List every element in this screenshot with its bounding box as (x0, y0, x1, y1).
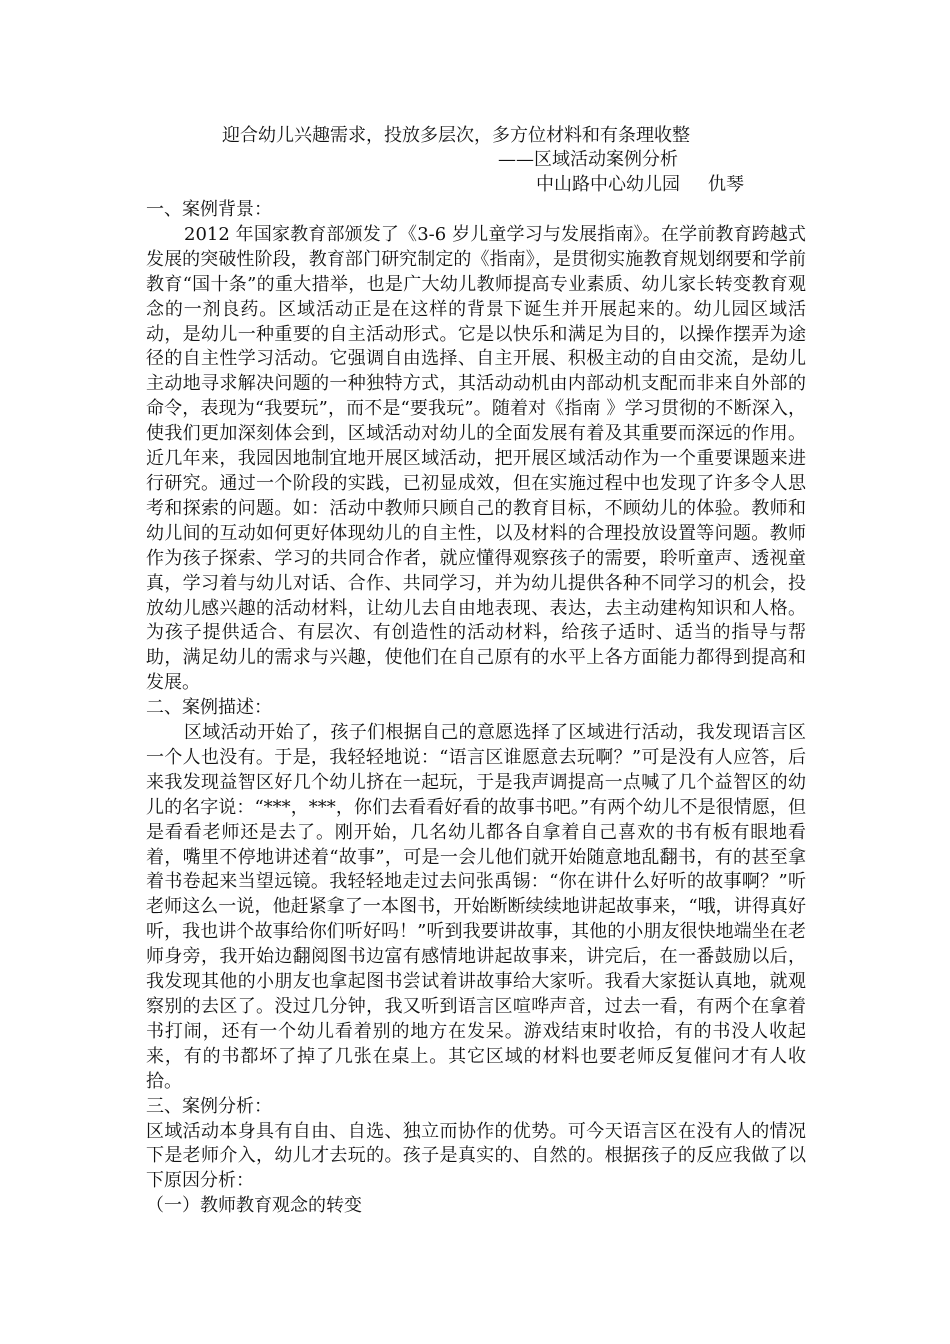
author-name: 仇琴 (708, 174, 744, 195)
section-text-analysis: 区域活动本身具有自由、自选、独立而协作的优势。可今天语言区在没有人的情况下是老师介入，幼儿才去玩的。孩子是真实的、自然的。根据孩子的反应我做了以下原因分析： (146, 1120, 806, 1192)
document-title: 迎合幼儿兴趣需求，投放多层次，多方位材料和有条理收整 (222, 125, 690, 146)
section-text-description: 区域活动开始了，孩子们根据自己的意愿选择了区域进行活动，我发现语言区一个人也没有。于是，我轻轻地说：“语言区谁愿意去玩啊？”可是没有人应答，后来我发现益智区好几个幼儿挤在一起玩，于是我声调提高一点喊了几个益智区的幼儿的名字说：“***，***，你们去看看好看的故事书吧。”有两个幼儿不是很情愿，但是看看老师还是去了。刚开始，几名幼儿都各自拿着自己喜欢的书有板有眼地看着，嘴里不停地讲述着“故事”，可是一会儿他们就开始随意地乱翻书，有的甚至拿着书卷起来当望远镜。我轻轻地走过去问张禹锡：“你在讲什么好听的故事啊？”听老师这么一说，他赶紧拿了一本图书，开始断断续续地讲起故事来，“哦，讲得真好听，我也讲个故事给你们听好吗！”听到我要讲故事，其他的小朋友很快地端坐在老师身旁，我开始边翻阅图书边富有感情地讲起故事来，讲完后，在一番鼓励以后，我发现其他的小朋友也拿起图书尝试着讲故事给大家听。我看大家挺认真地，就观察别的去区了。没过几分钟，我又听到语言区喧哗声音，过去一看，有两个在拿着书打闹，还有一个幼儿看着别的地方在发呆。游戏结束时收拾，有的书没人收起来，有的书都坏了掉了几张在桌上。其它区域的材料也要老师反复催问才有人收拾。 (146, 722, 806, 1092)
section-heading-background: 一、案例背景： (146, 199, 272, 220)
document-subtitle: ——区域活动案例分析 (498, 149, 678, 170)
section-text-background: 2012 年国家教育部颁发了《3-6 岁儿童学习与发展指南》。在学前教育跨越式发展的突破性阶段，教育部门研究制定的《指南》，是贯彻实施教育规划纲要和学前教育“国十条”的重大措举，也是广大幼儿教师提高专业素质、幼儿家长转变教育观念的一剂良药。区域活动正是在这样的背景下诞生并开展起来的。幼儿园区域活动，是幼儿一种重要的自主活动形式。它是以快乐和满足为目的，以操作摆弄为途径的自主性学习活动。它强调自由选择、自主开展、积极主动的自由交流，是幼儿主动地寻求解决问题的一种独特方式，其活动动机由内部动机支配而非来自外部的命令，表现为“我要玩”，而不是“要我玩”。随着对《指南 》学习贯彻的不断深入，使我们更加深刻体会到，区域活动对幼儿的全面发展有着及其重要而深远的作用。近几年来，我园因地制宜地开展区域活动，把开展区域活动作为一个重要课题来进行研究。通过一个阶段的实践，已初显成效，但在实施过程中也发现了许多令人思考和探索的问题。如：活动中教师只顾自己的教育目标，不顾幼儿的体验。教师和幼儿间的互动如何更好体现幼儿的自主性，以及材料的合理投放设置等问题。教师作为孩子探索、学习的共同合作者，就应懂得观察孩子的需要，聆听童声、透视童真，学习着与幼儿对话、合作、共同学习，并为幼儿提供各种不同学习的机会，投放幼儿感兴趣的活动材料，让幼儿去自由地表现、表达，去主动建构知识和人格。为孩子提供适合、有层次、有创造性的活动材料，给孩子适时、适当的指导与帮助，满足幼儿的需求与兴趣，使他们在自己原有的水平上各方面能力都得到提高和发展。 (146, 223, 806, 694)
analysis-subheading-1: （一）教师教育观念的转变 (146, 1195, 362, 1217)
section-heading-description: 二、案例描述： (146, 697, 272, 719)
author-organization: 中山路中心幼儿园 (536, 174, 680, 195)
document-body (146, 198, 806, 1219)
section-heading-analysis: 三、案例分析： (146, 1095, 272, 1117)
document-author (536, 173, 744, 197)
